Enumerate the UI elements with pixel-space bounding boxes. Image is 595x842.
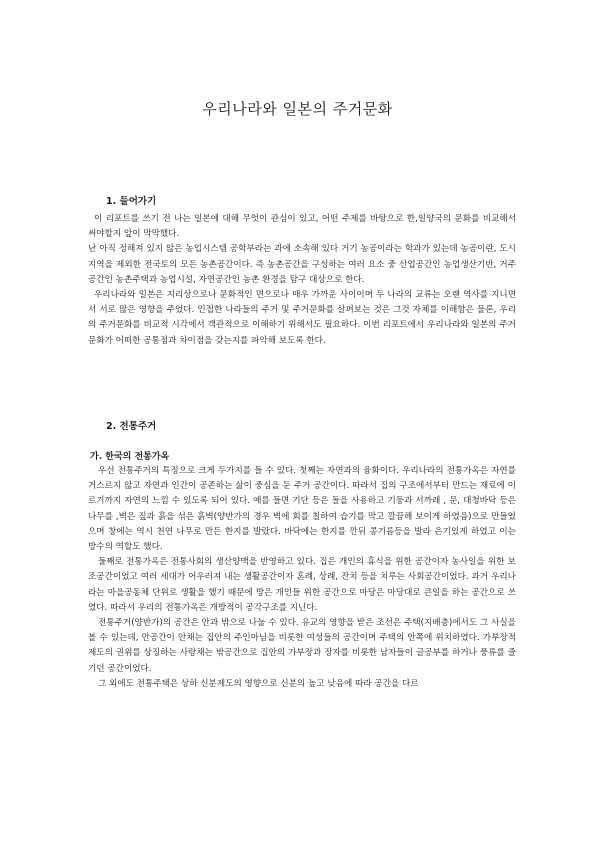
subsection-heading-korea: 가. 한국의 전통가옥 — [90, 452, 170, 462]
paragraph: 전통주거(양반가)의 공간은 안과 밖으로 나눌 수 있다. 유교의 영향을 받은 조선은 주택(지배층)에서도 그 사실을 볼 수 있는데, 안공간이 안채는 집안의 주인마님을 비롯한 여성들의 공간이며 주택의 안쪽에 위치하였다. 가부장적 제도의 권위를 상징하는 사랑채는 밖공간으로 집안의 가부장과 장자를 비롯한 남자들이 글공부를 하거나 풍류를 즐기던 공간이었다. — [88, 618, 516, 674]
section-heading-traditional: 2. 전통주거 — [106, 421, 157, 432]
section-heading-intro: 1. 들어가기 — [106, 196, 157, 207]
paragraph: 우선 전통주거의 특징으로 크게 두가지를 들 수 있다. 첫째는 자연과의 융화이다. 우리나라의 전통가옥은 자연를 거스르지 않고 자연과 인간이 공존하는 삶이 중심을 둔 주거 공간이다. 따라서 집의 구조에서부터 만드는 재료에 이르기까지 자연의 느낌 수 있도록 되어 있다. 예를 들면 기단 등은 돌을 사용하고 기둥과 서까래 , 문, 대청바닥 등은 나무를 ,벽은 짚과 흙을 섞은 흙벽(양반가의 경우 벽에 회를 칠하여 습기를 막고 깔끔해 보이게 하였음)으로 만들었으며 창에는 역시 천연 나무로 만든 한지를 발랐다. 바닥에는 한지를 깐뒤 콩기름등을 발라 은기있게 하였고 이는 방수의 역할도 했다. — [88, 466, 516, 553]
paragraph: 우리나라와 일본은 지리상으로나 문화적인 면으로나 매우 가까운 사이이며 두 나라의 교류는 오랜 역사를 지니면서 서로 많은 영향을 주었다. 인접한 나라들의 주거 및 주거문화를 살펴보는 것은 그것 자체를 이해함은 물론, 우리의 주거문화를 비교적 시각에서 객관적으로 이해하기 위해서도 필요하다. 이번 리포트에서 우리나라와 일본의 주거문화가 어떠한 공통점과 차이점을 갖는지를 파악해 보도록 한다. — [88, 290, 516, 346]
paragraph: 둘째로 전통가옥은 전통사회의 생산양맥을 반영하고 있다. 집은 개인의 휴식을 위한 공간이자 농사일을 위한 보조공간이었고 여러 세대가 어우러져 내는 생활공간이자 혼례, 상례, 잔치 등을 치루는 사회공간이었다. 과거 우리나라는 마을공동체 단위로 생활을 했기 때문에 방은 개인들 위한 공간으로 마당은 마당대로 큰일을 하는 공간으로 쓰였다. 따라서 우리의 전통가옥은 개방적이 공각구조를 지닌다. — [88, 557, 516, 613]
paragraph: 이 리포트를 쓰기 전 나는 일본에 대해 무엇이 관심이 있고, 어떤 주제를 바탕으로 한,일양국의 문화를 비교해서 써야할지 앞이 막막했다. — [88, 214, 516, 240]
paragraph: 난 아직 정해져 있지 않은 농업시스템 공학부라는 과에 소속해 있다 거기 농공이라는 학과가 있는데 농공이란, 도시지역을 제외한 전국토의 모든 농촌공간이다. 즉 농촌공간을 구성하는 여러 요소 중 산업공간인 농업생산기반, 거주공간인 농촌주택과 농업시설, 자연공간인 농촌 환경을 탐구 대상으로 한다. — [88, 244, 516, 285]
paragraph: 그 외에도 전통주택은 상하 신분제도의 영향으로 신분의 높고 낮음에 따라 공간을 다르 — [98, 678, 419, 689]
section-traditional-body — [88, 464, 516, 692]
document-title: 우리나라와 일본의 주거문화 — [202, 100, 393, 118]
section-intro-body — [88, 212, 516, 349]
